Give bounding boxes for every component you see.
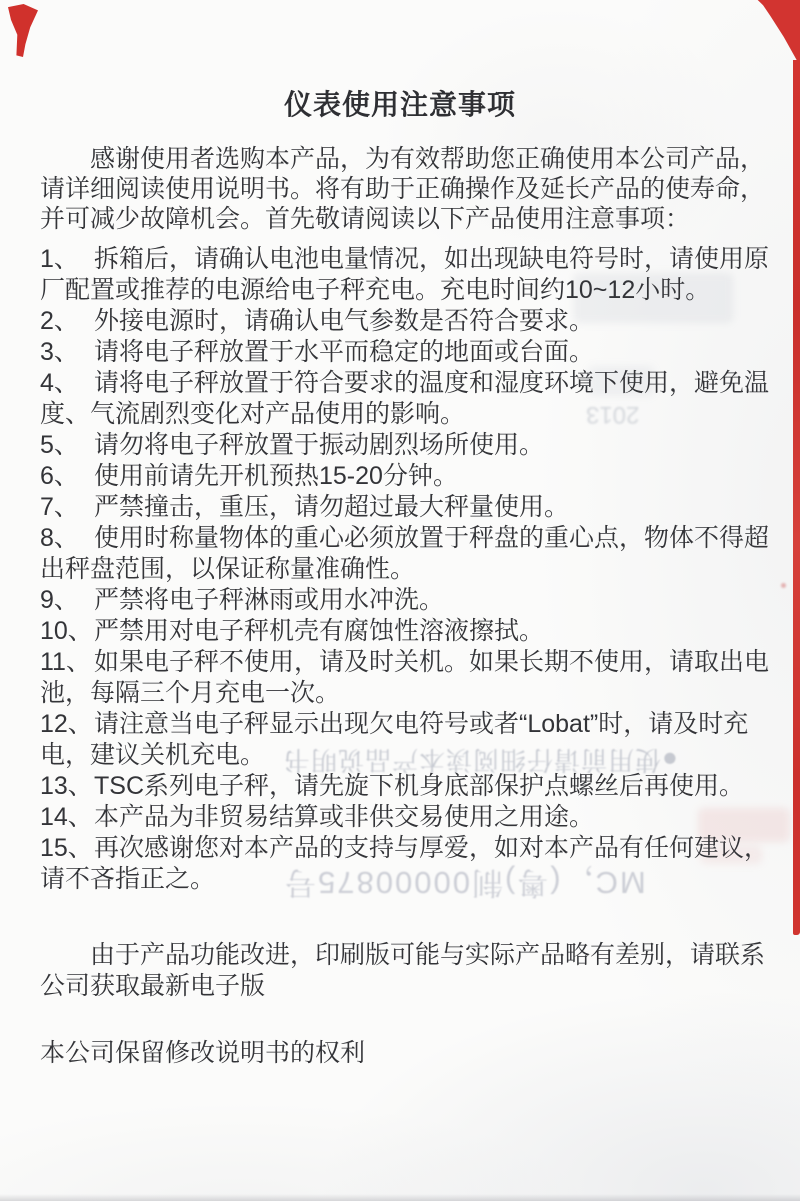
item-number: 10、 bbox=[40, 617, 93, 645]
item-number: 4、 bbox=[40, 369, 79, 397]
notice-item bbox=[40, 461, 772, 492]
ghost-text-license-number: MC，(粤)制00000875号 bbox=[283, 865, 646, 900]
red-speck bbox=[781, 583, 786, 588]
notice-item bbox=[40, 492, 772, 523]
notice-item bbox=[40, 244, 772, 306]
item-number: 8、 bbox=[40, 524, 79, 552]
red-corner-mark-top-left bbox=[8, 4, 38, 57]
item-number: 5、 bbox=[40, 431, 79, 459]
item-text: 本产品为非贸易结算或非供交易使用之用途。 bbox=[94, 803, 595, 831]
item-text: 使用时称量物体的重心必须放置于秤盘的重心点，物体不得超出秤盘范围，以保证称量准确性。 bbox=[40, 524, 770, 583]
notice-item bbox=[40, 833, 772, 895]
item-text: 请将电子秤放置于水平而稳定的地面或台面。 bbox=[94, 338, 595, 366]
item-text: 严禁用对电子秤机壳有腐蚀性溶液擦拭。 bbox=[94, 617, 545, 645]
item-text: 使用前请先开机预热15-20分钟。 bbox=[94, 462, 458, 490]
item-number: 12、 bbox=[40, 710, 93, 738]
notice-item bbox=[40, 337, 772, 368]
item-text: 再次感谢您对本产品的支持与厚爱，如对本产品有任何建议，请不吝指正之。 bbox=[40, 834, 770, 893]
notice-item bbox=[40, 523, 772, 585]
rights-line: 本公司保留修改说明书的权利 bbox=[40, 1039, 366, 1067]
item-text: 严禁将电子秤淋雨或用水冲洗。 bbox=[94, 586, 445, 614]
intro-paragraph: 感谢使用者选购本产品，为有效帮助您正确使用本公司产品，请详细阅读使用说明书。将有助于正确操作及延长产品的使寿命，并可减少故障机会。首先敬请阅读以下产品使用注意事项： bbox=[40, 145, 766, 233]
item-number: 15、 bbox=[40, 834, 93, 862]
item-text: 如果电子秤不使用，请及时关机。如果长期不使用，请取出电池，每隔三个月充电一次。 bbox=[40, 648, 770, 707]
red-corner-mark-top-right bbox=[755, 0, 800, 66]
item-text: 请将电子秤放置于符合要求的温度和湿度环境下使用，避免温度、气流剧烈变化对产品使用的影响。 bbox=[40, 369, 770, 428]
notice-item bbox=[40, 430, 772, 461]
item-number: 13、 bbox=[40, 772, 93, 800]
item-number: 2、 bbox=[40, 307, 79, 335]
notice-item bbox=[40, 616, 772, 647]
notice-item bbox=[40, 647, 772, 709]
item-number: 7、 bbox=[40, 493, 79, 521]
notice-item bbox=[40, 802, 772, 833]
notice-item bbox=[40, 771, 772, 802]
item-text: 严禁撞击，重压，请勿超过最大秤量使用。 bbox=[94, 493, 570, 521]
item-number: 6、 bbox=[40, 462, 79, 490]
item-text: 外接电源时，请确认电气参数是否符合要求。 bbox=[94, 307, 595, 335]
scan-bottom-shadow bbox=[0, 1194, 800, 1201]
red-edge-strip-right bbox=[793, 60, 800, 935]
ghost-text-readme: ●使用前请仔细阅读本产品说明书 bbox=[283, 745, 678, 775]
item-text: 请注意当电子秤显示出现欠电符号或者“Lobat”时，请及时充电，建议关机充电。 bbox=[40, 710, 749, 769]
notice-item bbox=[40, 709, 772, 771]
item-text: 拆箱后，请确认电池电量情况，如出现缺电符号时，请使用原厂配置或推荐的电源给电子秤充电。充电时间约10~12小时。 bbox=[40, 245, 770, 304]
notice-item bbox=[40, 368, 772, 430]
page-title: 仪表使用注意事项 bbox=[283, 88, 516, 120]
item-number: 14、 bbox=[40, 803, 93, 831]
document-body bbox=[40, 144, 772, 1069]
item-text: 请勿将电子秤放置于振动剧烈场所使用。 bbox=[94, 431, 545, 459]
notice-item bbox=[40, 306, 772, 337]
ghost-text-date: 2013 bbox=[586, 401, 640, 428]
item-number: 3、 bbox=[40, 338, 79, 366]
item-number: 1、 bbox=[40, 245, 79, 273]
notice-list bbox=[40, 244, 772, 895]
footnote-paragraph: 由于产品功能改进，印刷版可能与实际产品略有差别，请联系公司获取最新电子版 bbox=[40, 941, 766, 1000]
notice-item bbox=[40, 585, 772, 616]
item-number: 9、 bbox=[40, 586, 79, 614]
item-number: 11、 bbox=[40, 648, 91, 676]
item-text: TSC系列电子秤，请先旋下机身底部保护点螺丝后再使用。 bbox=[94, 772, 745, 800]
